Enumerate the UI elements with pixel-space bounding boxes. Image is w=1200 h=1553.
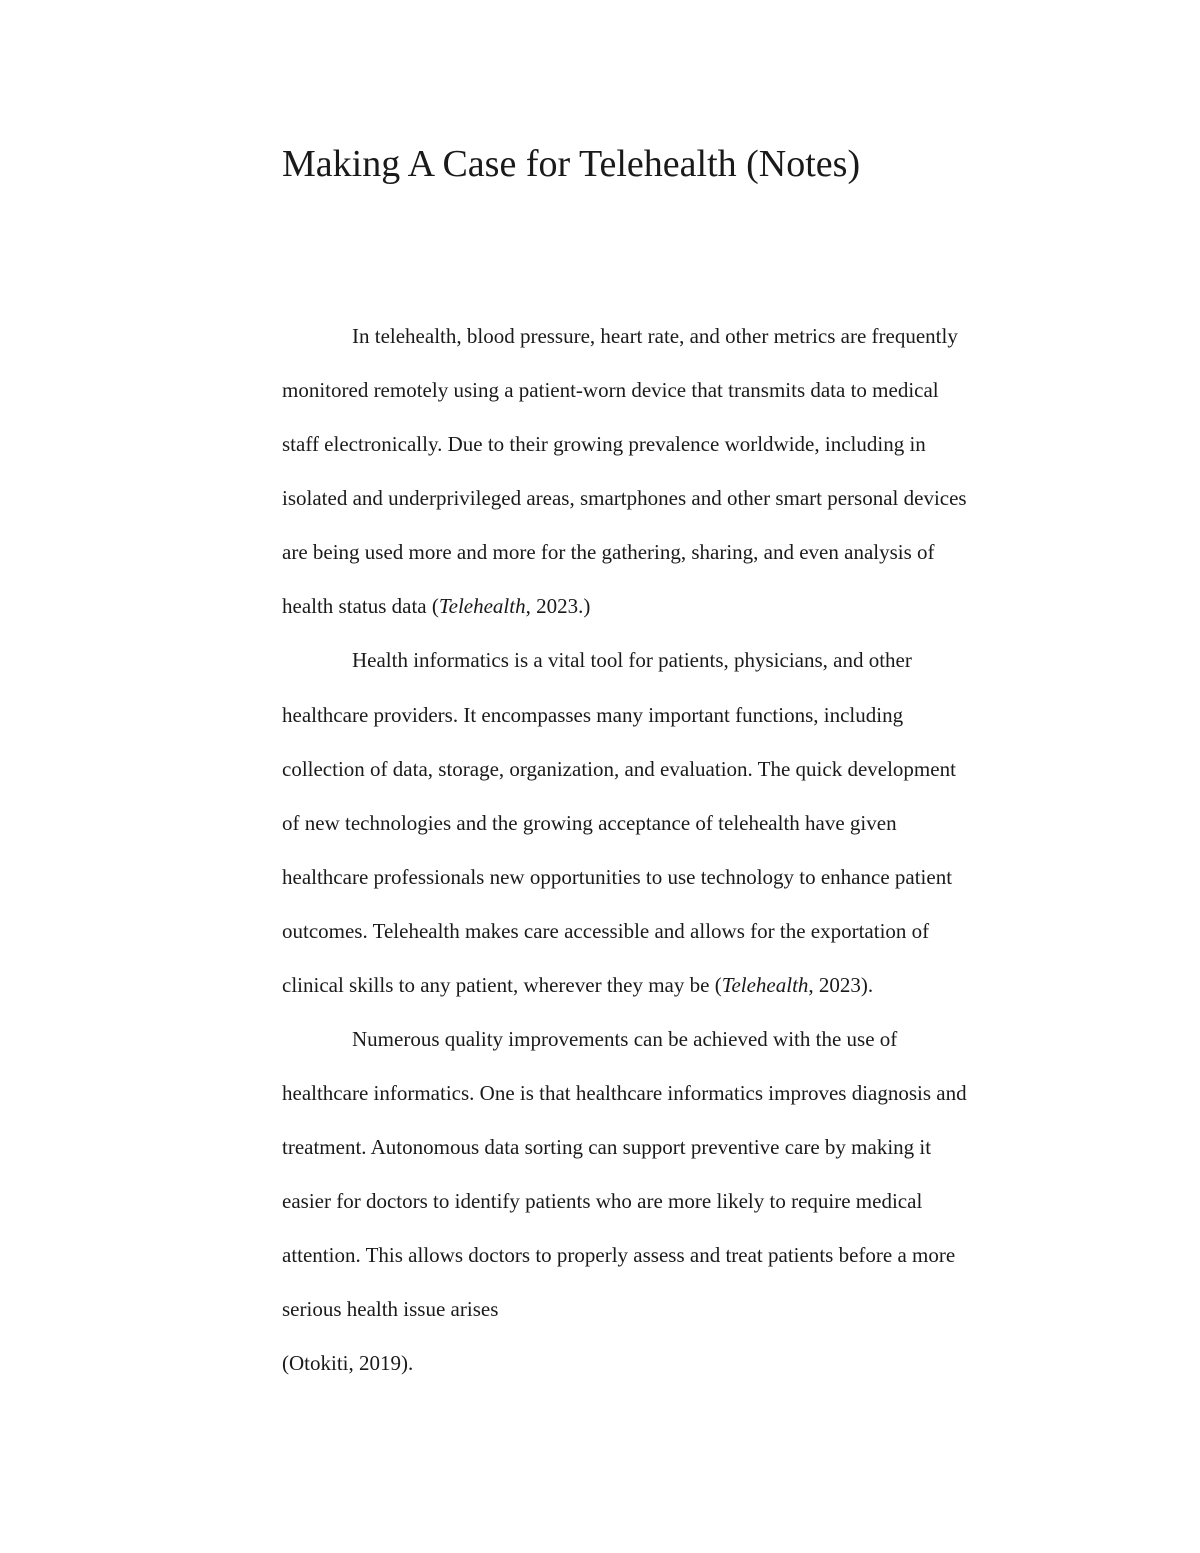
citation-source-italic: Telehealth — [721, 973, 809, 997]
paragraph-1-line-3: staff electronically. Due to their growing prevalence worldwide, including in — [282, 432, 926, 456]
paragraph-3-line-4: easier for doctors to identify patients who are more likely to require medical — [282, 1189, 923, 1213]
paragraph-3-line-3: treatment. Autonomous data sorting can support preventive care by making it — [282, 1135, 932, 1159]
paragraph-3-line-2: healthcare informatics. One is that healthcare informatics improves diagnosis and — [282, 1081, 967, 1105]
citation-suffix: , 2023). — [808, 973, 874, 997]
paragraph-3-citation: (Otokiti, 2019). — [282, 1351, 414, 1375]
citation-suffix: , 2023.) — [525, 594, 591, 618]
paragraph-2-line-2: healthcare providers. It encompasses many important functions, including — [282, 703, 904, 727]
paragraph-1-line-6 — [282, 591, 590, 621]
paragraph-3-line-5: attention. This allows doctors to properly assess and treat patients before a more — [282, 1243, 956, 1267]
paragraph-1-line-4: isolated and underprivileged areas, smartphones and other smart personal devices — [282, 486, 967, 510]
citation-source-italic: Telehealth — [438, 594, 526, 618]
paragraph-3-line-6: serious health issue arises — [282, 1297, 499, 1321]
paragraph-1-line-1: In telehealth, blood pressure, heart rate, and other metrics are frequently — [352, 324, 958, 348]
document-title: Making A Case for Telehealth (Notes) — [282, 143, 861, 185]
paragraph-2-line-5: healthcare professionals new opportunities to use technology to enhance patient — [282, 865, 953, 889]
paragraph-2-line-3: collection of data, storage, organization, and evaluation. The quick development — [282, 757, 956, 781]
paragraph-2-line-7 — [282, 970, 873, 1000]
paragraph-1-line-2: monitored remotely using a patient-worn device that transmits data to medical — [282, 378, 939, 402]
citation-prefix: clinical skills to any patient, wherever they may be ( — [282, 973, 722, 997]
paragraph-2-line-6: outcomes. Telehealth makes care accessible and allows for the exportation of — [282, 919, 930, 943]
paragraph-3-line-1: Numerous quality improvements can be achieved with the use of — [352, 1027, 898, 1051]
citation-prefix: health status data ( — [282, 594, 439, 618]
paragraph-2-line-1: Health informatics is a vital tool for patients, physicians, and other — [352, 648, 912, 672]
paragraph-1-line-5: are being used more and more for the gathering, sharing, and even analysis of — [282, 540, 935, 564]
paragraph-2-line-4: of new technologies and the growing acceptance of telehealth have given — [282, 811, 897, 835]
